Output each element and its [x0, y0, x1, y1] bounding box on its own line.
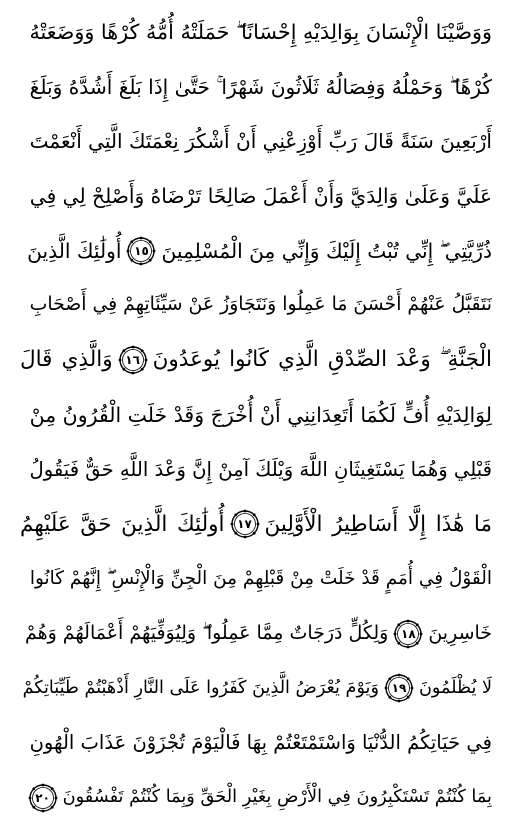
verse-line: [20, 334, 492, 386]
verse-line: [20, 280, 492, 332]
verse-text: وَالَّذِي قَالَ: [20, 347, 113, 373]
verse-line: [20, 662, 492, 714]
verse-text: فِي حَيَاتِكُمُ الدُّنْيَا وَاسْتَمْتَعْتُمْ بِهَا فَالْيَوْمَ تُجْزَوْنَ عَذَابَ الْهُونِ: [29, 731, 492, 755]
ayah-number: ١٧: [237, 517, 252, 532]
ayah-number: ٢٠: [35, 790, 50, 805]
verse-text: أُولَٰئِكَ الَّذِينَ: [27, 238, 122, 263]
verse-line: [20, 498, 492, 550]
verse-text: وَيَوْمَ يُعْرَضُ الَّذِينَ كَفَرُوا عَلَى النَّارِ أَذْهَبْتُمْ طَيِّبَاتِكُمْ: [22, 677, 379, 698]
verse-text: لِوَالِدَيْهِ أُفٍّ لَكُمَا أَتَعِدَانِنِي أَنْ أُخْرَجَ وَقَدْ خَلَتِ الْقُرُونُ مِنْ: [29, 402, 492, 427]
verse-text: خَاسِرِينَ: [428, 622, 492, 645]
verse-line: [20, 115, 492, 167]
ayah-number: ١٥: [134, 243, 149, 258]
ayah-number-marker: [230, 509, 260, 539]
ayah-number: ١٨: [401, 626, 416, 641]
ayah-number: ١٩: [391, 681, 407, 696]
ayah-number-marker: [393, 619, 423, 649]
verse-text: لَا يُظْلَمُونَ: [418, 677, 492, 698]
ayah-number: ١٦: [125, 353, 140, 368]
verse-line: [20, 225, 492, 277]
ayah-number-marker: [384, 673, 414, 703]
verse-lines: [20, 6, 492, 824]
verse-line: [20, 553, 492, 605]
verse-text: مَا هَٰذَا إِلَّا أَسَاطِيرُ الْأَوَّلِينَ: [264, 511, 492, 537]
verse-text: وَلِكُلٍّ دَرَجَاتٌ مِمَّا عَمِلُوا ۖ وَلِيُوَفِّيَهُمْ أَعْمَالَهُمْ وَهُمْ: [24, 622, 389, 645]
verse-line: [20, 6, 492, 58]
verse-text: وَوَصَّيْنَا الْإِنْسَانَ بِوَالِدَيْهِ إِحْسَانًا ۖ حَمَلَتْهُ أُمُّهُ كُرْهًا وَوَضَعَتْهُ: [29, 19, 492, 44]
verse-text: قَبْلِي وَهُمَا يَسْتَغِيثَانِ اللَّهَ وَيْلَكَ آمِنْ إِنَّ وَعْدَ اللَّهِ حَقٌّ فَيَقُولُ: [29, 457, 492, 481]
verse-line: [20, 772, 492, 824]
verse-text: الْقَوْلُ فِي أُمَمٍ قَدْ خَلَتْ مِنْ قَبْلِهِمْ مِنَ الْجِنِّ وَالْإِنْسِ ۖ إِنَّهُمْ كَانُوا: [29, 567, 492, 589]
ayah-number-marker: [28, 783, 58, 813]
verse-text: بِمَا كُنْتُمْ تَسْتَكْبِرُونَ فِي الْأَرْضِ بِغَيْرِ الْحَقِّ وَبِمَا كُنْتُمْ تَفْسُقُونَ: [62, 786, 492, 807]
verse-line: [20, 389, 492, 441]
verse-line: [20, 61, 492, 113]
verse-line: [20, 170, 492, 222]
verse-line: [20, 444, 492, 496]
ayah-number-marker: [118, 345, 148, 375]
verse-text: الْجَنَّةِ ۖ وَعْدَ الصِّدْقِ الَّذِي كَانُوا يُوعَدُونَ: [152, 347, 492, 373]
ayah-number-marker: [126, 236, 156, 266]
verse-text: ذُرِّيَّتِي ۖ إِنِّي تُبْتُ إِلَيْكَ وَإِنِّي مِنَ الْمُسْلِمِينَ: [161, 238, 492, 263]
verse-line: [20, 717, 492, 769]
verse-text: أَرْبَعِينَ سَنَةً قَالَ رَبِّ أَوْزِعْنِي أَنْ أَشْكُرَ نِعْمَتَكَ الَّتِي أَنْعَمْتَ: [29, 129, 492, 154]
verse-line: [20, 608, 492, 660]
verse-text: أُولَٰئِكَ الَّذِينَ حَقَّ عَلَيْهِمُ: [20, 511, 225, 537]
verse-text: كُرْهًا ۖ وَحَمْلُهُ وَفِصَالُهُ ثَلَاثُونَ شَهْرًا ۚ حَتَّىٰ إِذَا بَلَغَ أَشُدَّهُ وَبَلَغَ: [29, 74, 492, 99]
verse-text: عَلَيَّ وَعَلَىٰ وَالِدَيَّ وَأَنْ أَعْمَلَ صَالِحًا تَرْضَاهُ وَأَصْلِحْ لِي فِي: [29, 184, 492, 208]
verse-text: نَتَقَبَّلُ عَنْهُمْ أَحْسَنَ مَا عَمِلُوا وَنَتَجَاوَزُ عَنْ سَيِّئَاتِهِمْ فِي أَصْحَابِ: [29, 294, 492, 316]
